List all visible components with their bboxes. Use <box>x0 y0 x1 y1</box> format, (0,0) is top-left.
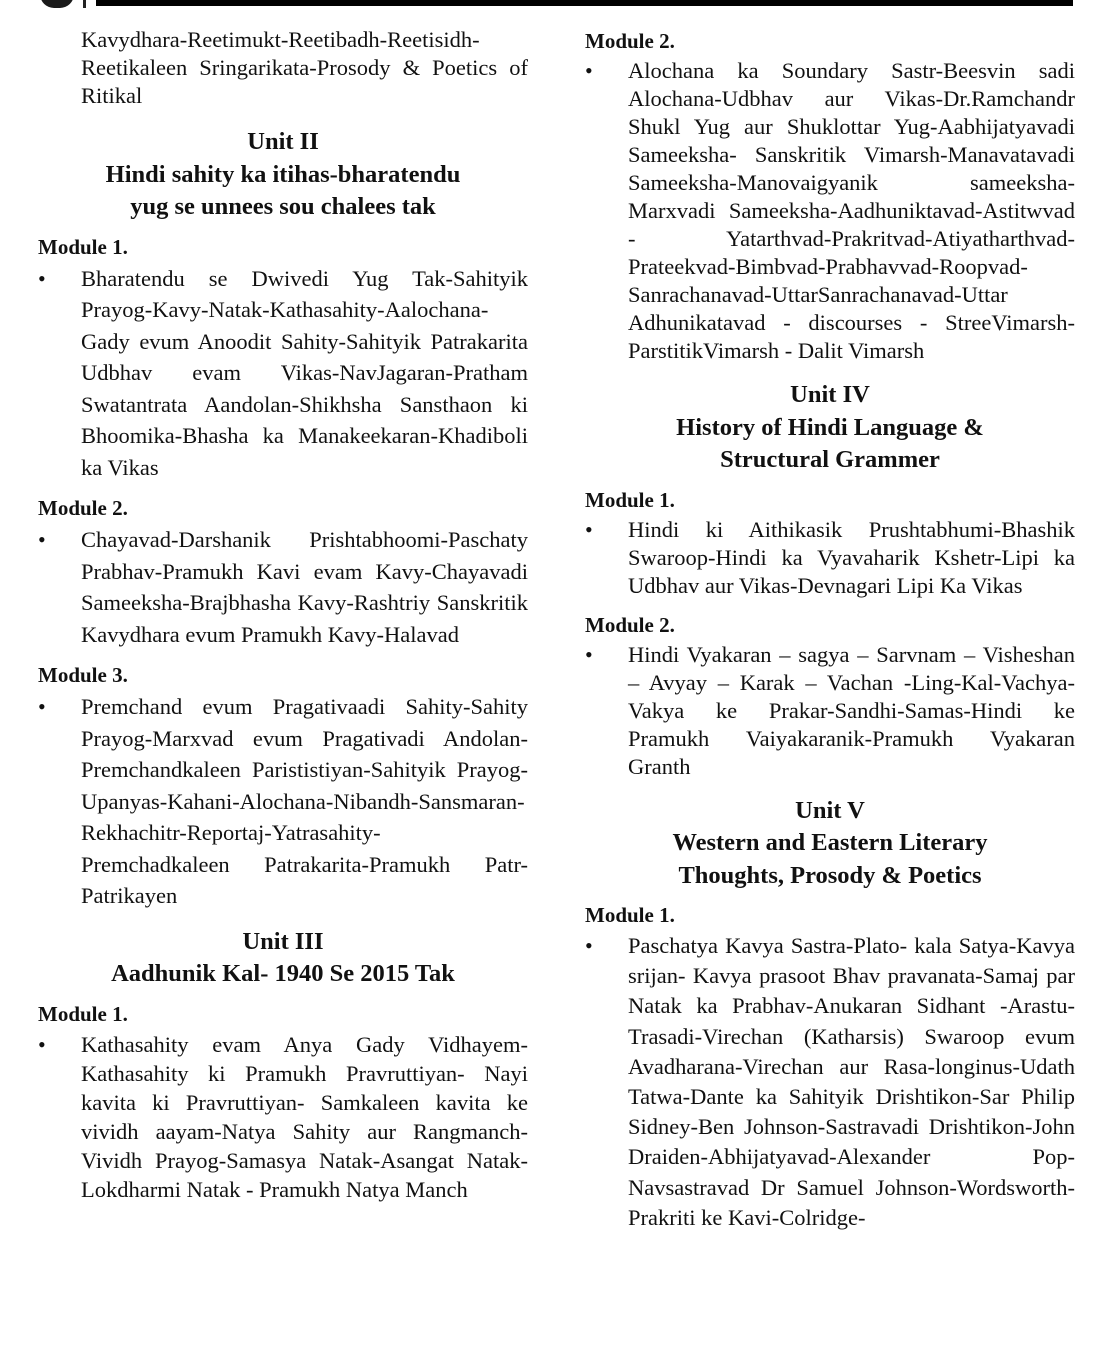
list-item <box>38 263 528 484</box>
header-rule <box>96 0 1073 6</box>
module-heading: Module 1. <box>38 234 128 259</box>
unit-title: Structural Grammer <box>720 446 940 473</box>
module-heading: Module 2. <box>585 29 675 53</box>
unit-title: Aadhunik Kal- 1940 Se 2015 Tak <box>111 960 455 987</box>
bullet-icon: • <box>585 641 593 667</box>
footer-banner <box>620 1340 1075 1360</box>
unit-title: Western and Eastern Literary <box>672 829 988 856</box>
unit-label: Unit III <box>242 927 324 955</box>
module-text: Kathasahity evam Anya Gady Vidhayem-Kathasahity ki Pramukh Pravruttiyan- Nayi kavita ki Pravruttiyan- Samkaleen kavita ke vividh aayam-Natya Sahity aur Rangmanch-Vividh Prayog-Samasya Natak-Asangat Natak-Lokdharmi Natak - Pramukh Natya Manch <box>81 1031 528 1202</box>
module-text: Hindi Vyakaran – sagya – Sarvnam – Visheshan – Avyay – Karak – Vachan -Ling-Kal-Vachya-Vakya ke Prakar-Sandhi-Samas-Hindi ke Pramukh Vaiyakaranik-Pramukh Vyakaran Granth <box>628 641 1075 779</box>
module-text: Premchand evum Pragativaadi Sahity-Sahity Prayog-Marxvad evum Pragativadi Andolan-Premchandkaleen Parististiyan-Sahityik Prayog-Upanyas-Kahani-Alochana-Nibandh-Sansmaran-Rekhachitr-Reportaj-Yatrasahity-Premchadkaleen Patrakarita-Pramukh Patr-Patrikayen <box>81 694 528 908</box>
module-text: Bharatendu se Dwivedi Yug Tak-Sahityik Prayog-Kavy-Natak-Kathasahity-Aalochana-Gady evum Anoodit Sahity-Sahityik Patrakarita Udbhav evam Vikas-NavJagaran-Pratham Swatantrata Aandolan-Shikhsha Sansthaon ki Bhoomika-Bhasha ka Manakeekaran-Khadiboli ka Vikas <box>81 265 528 480</box>
unit-title: Hindi sahity ka itihas-bharatendu <box>105 160 461 188</box>
unit-title: yug se unnees sou chalees tak <box>130 193 436 220</box>
left-column <box>38 26 528 1216</box>
module-heading: Module 3. <box>38 663 128 687</box>
unit-2-heading <box>38 126 528 224</box>
bullet-icon: • <box>585 58 593 83</box>
unit-label: Unit V <box>795 796 865 824</box>
module-text: Alochana ka Soundary Sastr-Beesvin sadi Alochana-Udbhav aur Vikas-Dr.Ramchandr Shukl Yug aur Shuklottar Yug-Aabhijatyavadi Sameeksha- Sanskritik Vimarsh-Manavatavadi Sameeksha-Manovaigyanik sameeksha-Marxvadi Sameeksha-Aadhuniktavad-Astitwvad - Yatarthvad-Prakritvad-Atiyatharthvad-Prateekvad-Bimbvad-Prabhavvad-Roopvad-Sanrachanavad-UttarSanrachanavad-Uttar Adhunikatavad - discourses - StreeVimarsh-ParstitikVimarsh - Dalit Vimarsh <box>628 58 1075 363</box>
module-heading: Module 1. <box>585 487 675 512</box>
module-heading: Module 2. <box>38 496 128 520</box>
list-item <box>38 524 528 650</box>
bullet-icon: • <box>585 933 593 958</box>
header-divider <box>83 0 86 8</box>
module-text: Paschatya Kavya Sastra-Plato- kala Satya-Kavya srijan- Kavya prasoot Bhav pravanata-Samaj par Natak ka Prabhav-Anukaran Sidhant -Arastu-Trasadi-Virechan (Katharsis) Swaroop evum Avadharana-Virechan aur Rasa-longinus-Udath Tatwa-Dante ka Sahityik Drishtikon-Sar Philip Sidney-Ben Johnson-Sastravadi Drishtikon-John Draiden-Abhijatyavad-Alexander Pop-Navsastravad Dr Samuel Johnson-Wordsworth-Prakriti ke Kavi-Colridge- <box>628 933 1075 1230</box>
bullet-icon: • <box>38 265 46 291</box>
unit-title: History of Hindi Language & <box>676 413 984 441</box>
bullet-icon: • <box>38 527 46 552</box>
unit-label: Unit II <box>247 128 319 155</box>
unit-3-heading <box>38 926 528 991</box>
list-item <box>585 641 1075 781</box>
unit-5-heading <box>585 795 1075 893</box>
college-crest-icon <box>40 0 74 8</box>
continuation-text: Kavydhara-Reetimukt-Reetibadh-Reetisidh-Reetikaleen Sringarikata-Prosody & Poetics of Ritikal <box>81 27 528 108</box>
list-item <box>585 931 1075 1233</box>
module-heading: Module 1. <box>585 903 675 927</box>
unit-title: Thoughts, Prosody & Poetics <box>678 861 982 889</box>
bullet-icon: • <box>585 516 593 542</box>
module-heading: Module 1. <box>38 1001 128 1026</box>
bullet-icon: • <box>38 694 46 719</box>
list-item <box>38 691 528 912</box>
list-item <box>585 57 1075 365</box>
right-column <box>585 26 1075 1245</box>
unit-label: Unit IV <box>790 381 870 408</box>
list-item <box>38 1030 528 1204</box>
bullet-icon: • <box>38 1031 46 1057</box>
module-text: Chayavad-Darshanik Prishtabhoomi-Paschaty Prabhav-Pramukh Kavi evam Kavy-Chayavadi Sameeksha-Brajbhasha Kavy-Rashtriy Sanskritik Kavydhara evum Pramukh Kavy-Halavad <box>81 527 528 647</box>
list-item <box>585 516 1075 600</box>
unit-4-heading <box>585 379 1075 477</box>
module-heading: Module 2. <box>585 612 675 637</box>
module-text: Hindi ki Aithikasik Prushtabhumi-Bhashik Swaroop-Hindi ka Vyavaharik Kshetr-Lipi ka Udbhav aur Vikas-Devnagari Lipi Ka Vikas <box>628 516 1075 598</box>
